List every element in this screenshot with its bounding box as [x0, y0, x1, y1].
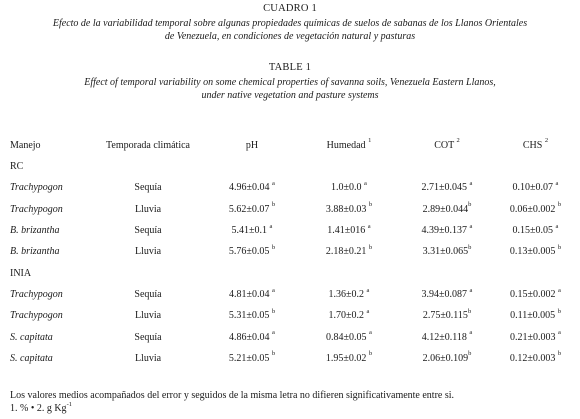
chs-value: 0.21±0.003 — [510, 331, 556, 343]
cot-cell — [398, 177, 496, 198]
cot-cell — [398, 305, 496, 326]
ph-value: 5.41±0.1 — [231, 225, 268, 237]
temporada-cell: Lluvia — [134, 203, 162, 215]
footnote: Los valores medios acompañados del error y seguidos de la misma letra no difieren significativamente entre si. — [10, 390, 455, 401]
chs-cell — [496, 284, 575, 305]
manejo-cell: S. capitata — [10, 352, 53, 364]
chs-value: 0.12±0.003 — [509, 352, 556, 364]
ph-value: 4.96±0.04 — [229, 182, 270, 194]
manejo-cell: Trachypogon — [10, 182, 63, 194]
hum-significance-letter: a — [366, 307, 370, 315]
table-row — [10, 241, 575, 262]
cot-cell — [398, 326, 496, 347]
ph-significance-letter: b — [271, 201, 276, 209]
ph-value: 5.21±0.05 — [228, 352, 270, 364]
ph-cell — [204, 326, 300, 347]
ph-significance-letter: b — [271, 350, 276, 358]
hum-cell — [300, 199, 398, 220]
column-header-hum — [300, 134, 398, 156]
chs-cell — [496, 220, 575, 241]
hum-value: 1.0±0.0 — [331, 182, 362, 194]
hum-significance-letter: a — [367, 222, 371, 230]
chs-significance-letter: a — [558, 286, 561, 294]
column-header-footnote-mark: 1 — [368, 137, 372, 145]
chs-cell — [496, 199, 575, 220]
manejo-cell: Trachypogon — [10, 203, 63, 215]
group-label: RC — [10, 161, 24, 173]
ph-value: 5.31±0.05 — [228, 310, 270, 322]
cot-value: 2.06±0.109 — [422, 352, 469, 364]
hum-significance-letter: a — [369, 329, 372, 337]
column-header-chs — [496, 134, 575, 156]
manejo-cell: B. brizantha — [10, 246, 60, 258]
cot-significance-letter: a — [469, 180, 473, 188]
hum-value: 0.84±0.05 — [326, 331, 367, 343]
units-text: 1. % • 2. g Kg — [10, 403, 67, 414]
ph-significance-letter: a — [272, 329, 275, 337]
manejo-cell: Trachypogon — [10, 288, 63, 300]
hum-cell — [300, 284, 398, 305]
manejo-cell: S. capitata — [10, 331, 53, 343]
ph-significance-letter: a — [269, 222, 273, 230]
group-row — [10, 156, 575, 177]
spanish-title-line-2: de Venezuela, en condiciones de vegetación natural y pasturas — [164, 31, 416, 42]
cot-value: 2.75±0.115 — [422, 310, 468, 322]
chs-significance-letter: b — [557, 244, 562, 251]
table-body — [10, 156, 575, 369]
hum-value: 1.70±0.2 — [328, 310, 365, 322]
temporada-cell: Lluvia — [134, 310, 162, 322]
column-header-ph — [204, 134, 300, 156]
english-title-line-1: Effect of temporal variability on some chemical properties of savanna soils, Venezuela Eastern Llanos, — [84, 77, 496, 88]
table-row — [10, 284, 575, 305]
hum-significance-letter: b — [368, 244, 373, 251]
table-row — [10, 177, 575, 198]
chs-significance-letter: b — [557, 350, 562, 358]
ph-value: 5.62±0.07 — [228, 203, 270, 215]
column-header-label: Manejo — [10, 139, 41, 151]
chs-value: 0.06±0.002 — [509, 203, 556, 215]
hum-cell — [300, 326, 398, 347]
chs-cell — [496, 326, 575, 347]
column-header-footnote-mark: 2 — [544, 137, 549, 145]
table-header — [10, 134, 575, 156]
ph-value: 4.81±0.04 — [229, 288, 270, 300]
hum-cell — [300, 220, 398, 241]
cot-significance-letter: a — [469, 329, 473, 337]
cot-significance-letter: b — [468, 201, 472, 209]
table-row — [10, 326, 575, 347]
temporada-cell: Sequía — [134, 331, 162, 343]
chs-significance-letter: b — [557, 201, 562, 209]
cot-significance-letter: b — [467, 307, 472, 315]
temporada-cell: Lluvia — [134, 246, 162, 258]
chs-value: 0.10±0.07 — [512, 182, 554, 194]
column-header-cot — [398, 134, 496, 156]
cot-significance-letter: a — [469, 222, 473, 230]
chs-value: 0.13±0.005 — [509, 246, 556, 258]
data-table — [10, 134, 575, 369]
ph-value: 5.76±0.05 — [228, 246, 270, 258]
column-header-label: Temporada climática — [106, 139, 190, 151]
cot-value: 4.12±0.118 — [421, 331, 467, 343]
chs-significance-letter: a — [558, 329, 561, 337]
group-row — [10, 262, 575, 283]
chs-significance-letter: a — [555, 222, 559, 230]
column-header-label: Humedad — [326, 139, 366, 151]
cot-value: 3.94±0.087 — [421, 288, 468, 300]
units-sup: -1 — [66, 400, 72, 408]
header-row — [10, 134, 575, 156]
hum-cell — [300, 177, 398, 198]
cot-value: 2.71±0.045 — [421, 182, 468, 194]
temporada-cell: Sequía — [134, 182, 162, 194]
ph-significance-letter: b — [271, 244, 276, 251]
cot-value: 4.39±0.137 — [421, 225, 468, 237]
ph-cell — [204, 199, 300, 220]
hum-value: 2.18±0.21 — [325, 246, 367, 258]
cot-value: 2.89±0.044 — [422, 203, 469, 215]
chs-cell — [496, 305, 575, 326]
cot-cell — [398, 284, 496, 305]
manejo-cell: B. brizantha — [10, 225, 60, 237]
hum-cell — [300, 348, 398, 369]
spanish-title — [0, 17, 580, 43]
ph-cell — [204, 177, 300, 198]
table-row — [10, 220, 575, 241]
column-header-label: pH — [245, 139, 259, 151]
cuadro-label: CUADRO 1 — [263, 3, 317, 14]
ph-significance-letter: b — [271, 307, 276, 315]
hum-cell — [300, 305, 398, 326]
chs-value: 0.15±0.05 — [512, 225, 554, 237]
ph-value: 4.86±0.04 — [229, 331, 270, 343]
column-header-manejo — [10, 134, 92, 156]
ph-significance-letter: a — [272, 180, 275, 188]
hum-significance-letter: a — [364, 180, 367, 188]
english-title — [0, 76, 580, 102]
hum-significance-letter: b — [368, 350, 373, 358]
table-label: TABLE 1 — [268, 62, 312, 73]
temporada-cell: Lluvia — [134, 352, 162, 364]
ph-cell — [204, 305, 300, 326]
cot-cell — [398, 199, 496, 220]
english-title-line-2: under native vegetation and pasture systems — [201, 90, 379, 101]
temporada-cell: Sequía — [134, 225, 162, 237]
hum-cell — [300, 241, 398, 262]
chs-significance-letter: b — [557, 307, 561, 315]
column-header-footnote-mark: 2 — [456, 137, 460, 145]
cot-cell — [398, 241, 496, 262]
column-header-label: COT — [434, 139, 455, 151]
spanish-title-line-1: Efecto de la variabilidad temporal sobre algunas propiedades químicas de suelos de sabanas de los Llanos Orientales — [52, 18, 528, 29]
column-header-temp — [92, 134, 204, 156]
chs-value: 0.11±0.005 — [510, 310, 556, 322]
hum-significance-letter: a — [366, 286, 370, 294]
temporada-cell: Sequía — [134, 288, 162, 300]
table-row — [10, 199, 575, 220]
cot-cell — [398, 220, 496, 241]
ph-cell — [204, 220, 300, 241]
table-row — [10, 348, 575, 369]
column-header-label: CHS — [522, 139, 543, 151]
chs-significance-letter: a — [555, 180, 559, 188]
cot-significance-letter: b — [468, 350, 472, 358]
chs-cell — [496, 177, 575, 198]
chs-cell — [496, 348, 575, 369]
hum-value: 1.41±016 — [327, 225, 366, 237]
ph-significance-letter: a — [272, 286, 275, 294]
ph-cell — [204, 284, 300, 305]
ph-cell — [204, 348, 300, 369]
ph-cell — [204, 241, 300, 262]
hum-significance-letter: b — [368, 201, 373, 209]
hum-value: 3.88±0.03 — [325, 203, 367, 215]
group-label: INIA — [10, 267, 32, 279]
units-note — [10, 400, 72, 414]
hum-value: 1.36±0.2 — [328, 288, 365, 300]
cot-significance-letter: a — [469, 286, 473, 294]
hum-value: 1.95±0.02 — [325, 352, 367, 364]
cot-significance-letter: b — [468, 244, 472, 251]
manejo-cell: Trachypogon — [10, 310, 63, 322]
chs-cell — [496, 241, 575, 262]
chs-value: 0.15±0.002 — [510, 288, 556, 300]
cot-value: 3.31±0.065 — [422, 246, 469, 258]
cot-cell — [398, 348, 496, 369]
table-row — [10, 305, 575, 326]
